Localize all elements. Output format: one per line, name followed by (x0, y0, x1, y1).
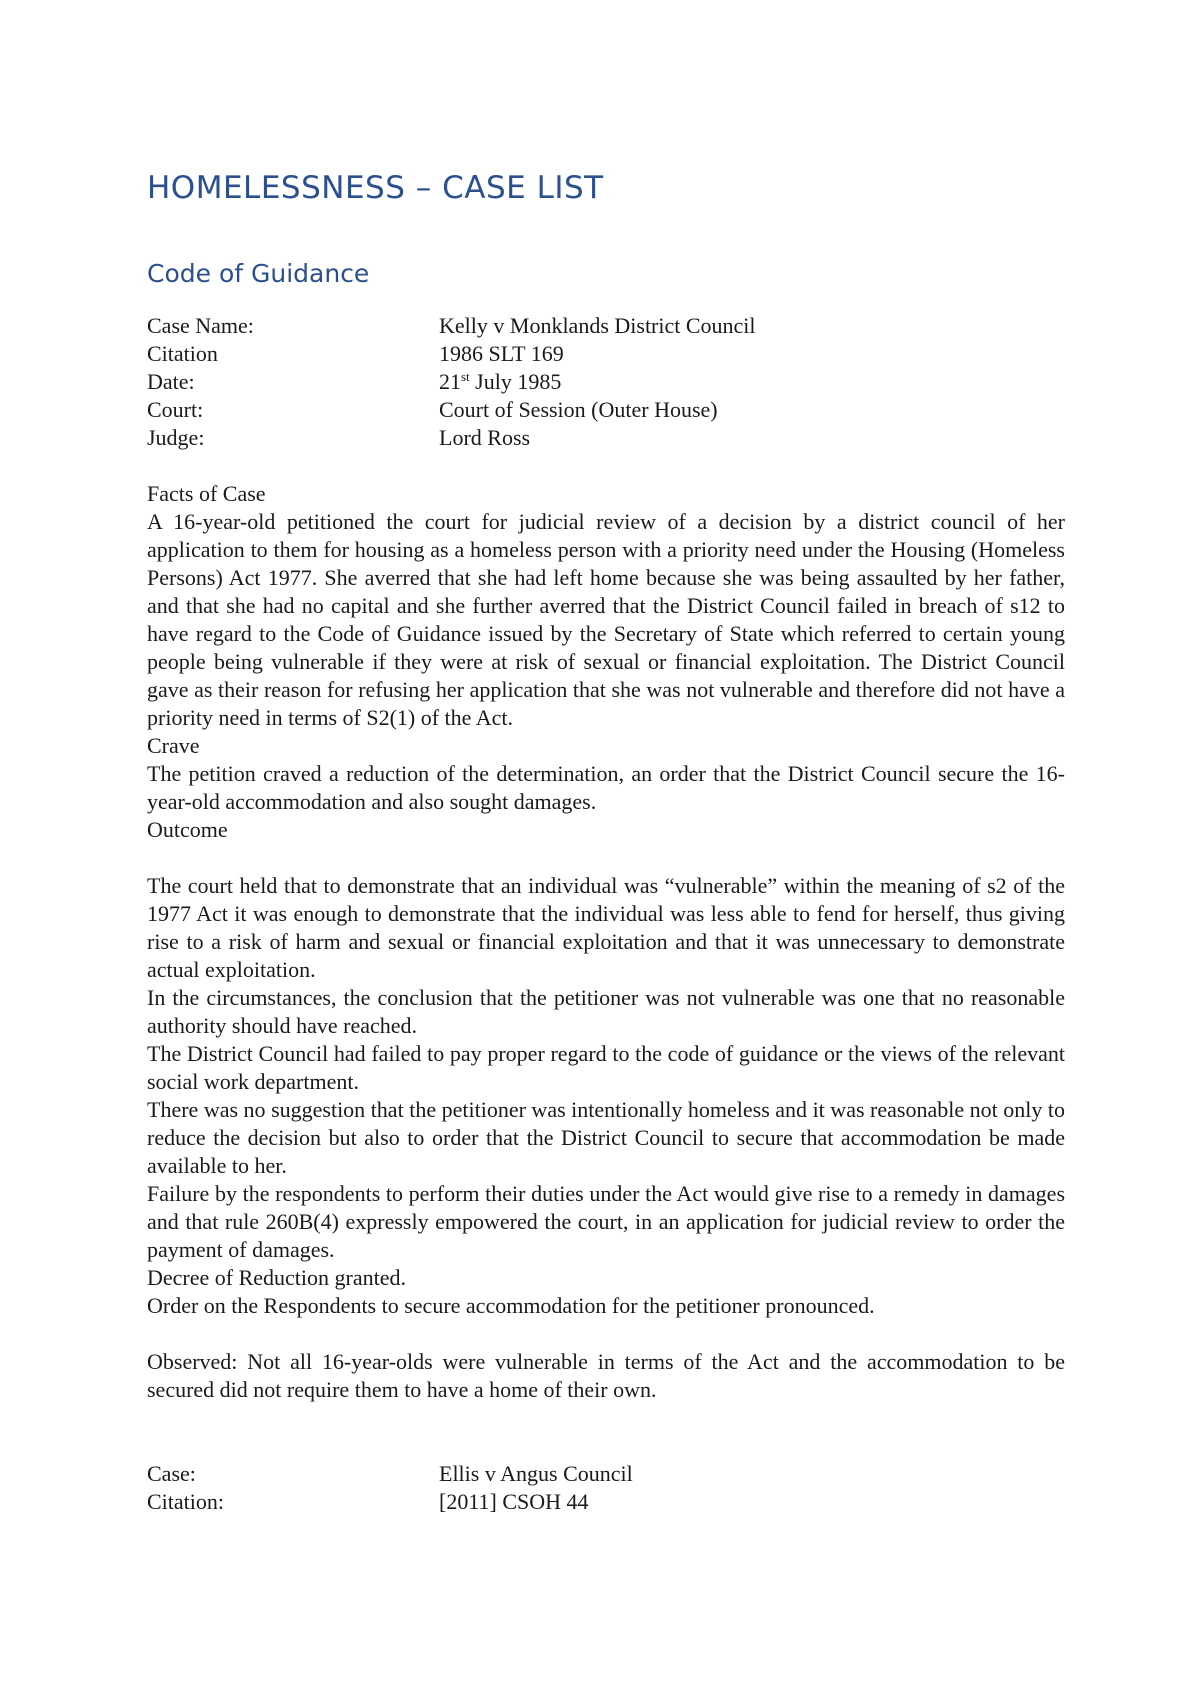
spacer (147, 1320, 1065, 1348)
observed-paragraph: Observed: Not all 16-year-olds were vulnerable in terms of the Act and the accommodation to be secured did not require them to have a home of their own. (147, 1349, 1065, 1402)
field-value: Lord Ross (439, 425, 531, 450)
case1-row-court (147, 396, 1065, 424)
outcome-heading: Outcome (147, 817, 228, 842)
facts-paragraph: A 16-year-old petitioned the court for judicial review of a decision by a district council of her application to them for housing as a homeless person with a priority need under the Housing (Homeless Persons) Act 1977. She averred that she had left home because she was being assaulted by her father, and that she had no capital and she further averred that the District Council failed in breach of s12 to have regard to the Code of Guidance issued by the Secretary of State which referred to certain young people being vulnerable if they were at risk of sexual or financial exploitation. The District Council gave as their reason for refusing her application that she was not vulnerable and therefore did not have a priority need in terms of S2(1) of the Act. (147, 509, 1065, 730)
field-value: Kelly v Monklands District Council (439, 313, 756, 338)
field-value: Ellis v Angus Council (439, 1461, 633, 1486)
outcome-paragraph: The District Council had failed to pay proper regard to the code of guidance or the views of the relevant social work department. (147, 1041, 1065, 1094)
field-label: Judge: (147, 425, 205, 450)
case2-row-citation (147, 1488, 1065, 1516)
case2-row-case (147, 1460, 1065, 1488)
field-value: 1986 SLT 169 (439, 341, 564, 366)
case1-details (147, 312, 1065, 452)
field-label: Citation: (147, 1489, 224, 1514)
crave-heading: Crave (147, 733, 200, 758)
field-value: [2011] CSOH 44 (439, 1489, 589, 1514)
section-title: Code of Guidance (147, 259, 370, 288)
date-day: 21 (439, 369, 461, 394)
document-title: HOMELESSNESS – CASE LIST (147, 170, 604, 206)
field-value: Court of Session (Outer House) (439, 397, 718, 422)
spacer (147, 844, 1065, 872)
case1-row-date (147, 368, 1065, 396)
outcome-paragraph: Order on the Respondents to secure accommodation for the petitioner pronounced. (147, 1293, 875, 1318)
field-label: Case Name: (147, 313, 254, 338)
outcome-paragraph: In the circumstances, the conclusion that the petitioner was not vulnerable was one that no reasonable authority should have reached. (147, 985, 1065, 1038)
document-content (147, 168, 1065, 1516)
facts-heading: Facts of Case (147, 481, 266, 506)
field-label: Date: (147, 369, 195, 394)
case2-details (147, 1460, 1065, 1516)
field-label: Case: (147, 1461, 196, 1486)
case1-row-citation (147, 340, 1065, 368)
case1-row-case-name (147, 312, 1065, 340)
crave-paragraph: The petition craved a reduction of the determination, an order that the District Council secure the 16-year-old accommodation and also sought damages. (147, 761, 1065, 814)
spacer (147, 1404, 1065, 1460)
field-label: Court: (147, 397, 204, 422)
date-ordinal-suffix: st (461, 369, 470, 384)
outcome-paragraph: The court held that to demonstrate that an individual was “vulnerable” within the meaning of s2 of the 1977 Act it was enough to demonstrate that the individual was less able to fend for herself, thus giving rise to a risk of harm and sexual or financial exploitation and that it was unnecessary to demonstrate actual exploitation. (147, 873, 1065, 982)
outcome-paragraph: Failure by the respondents to perform their duties under the Act would give rise to a remedy in damages and that rule 260B(4) expressly empowered the court, in an application for judicial review to order the payment of damages. (147, 1181, 1065, 1262)
outcome-paragraph: Decree of Reduction granted. (147, 1265, 406, 1290)
outcome-paragraph: There was no suggestion that the petitioner was intentionally homeless and it was reasonable not only to reduce the decision but also to order that the District Council to secure that accommodation be made available to her. (147, 1097, 1065, 1178)
date-rest: July 1985 (469, 369, 562, 394)
case1-body (147, 480, 1065, 1460)
field-value-date (439, 368, 1065, 396)
case1-row-judge (147, 424, 1065, 452)
field-label: Citation (147, 341, 218, 366)
